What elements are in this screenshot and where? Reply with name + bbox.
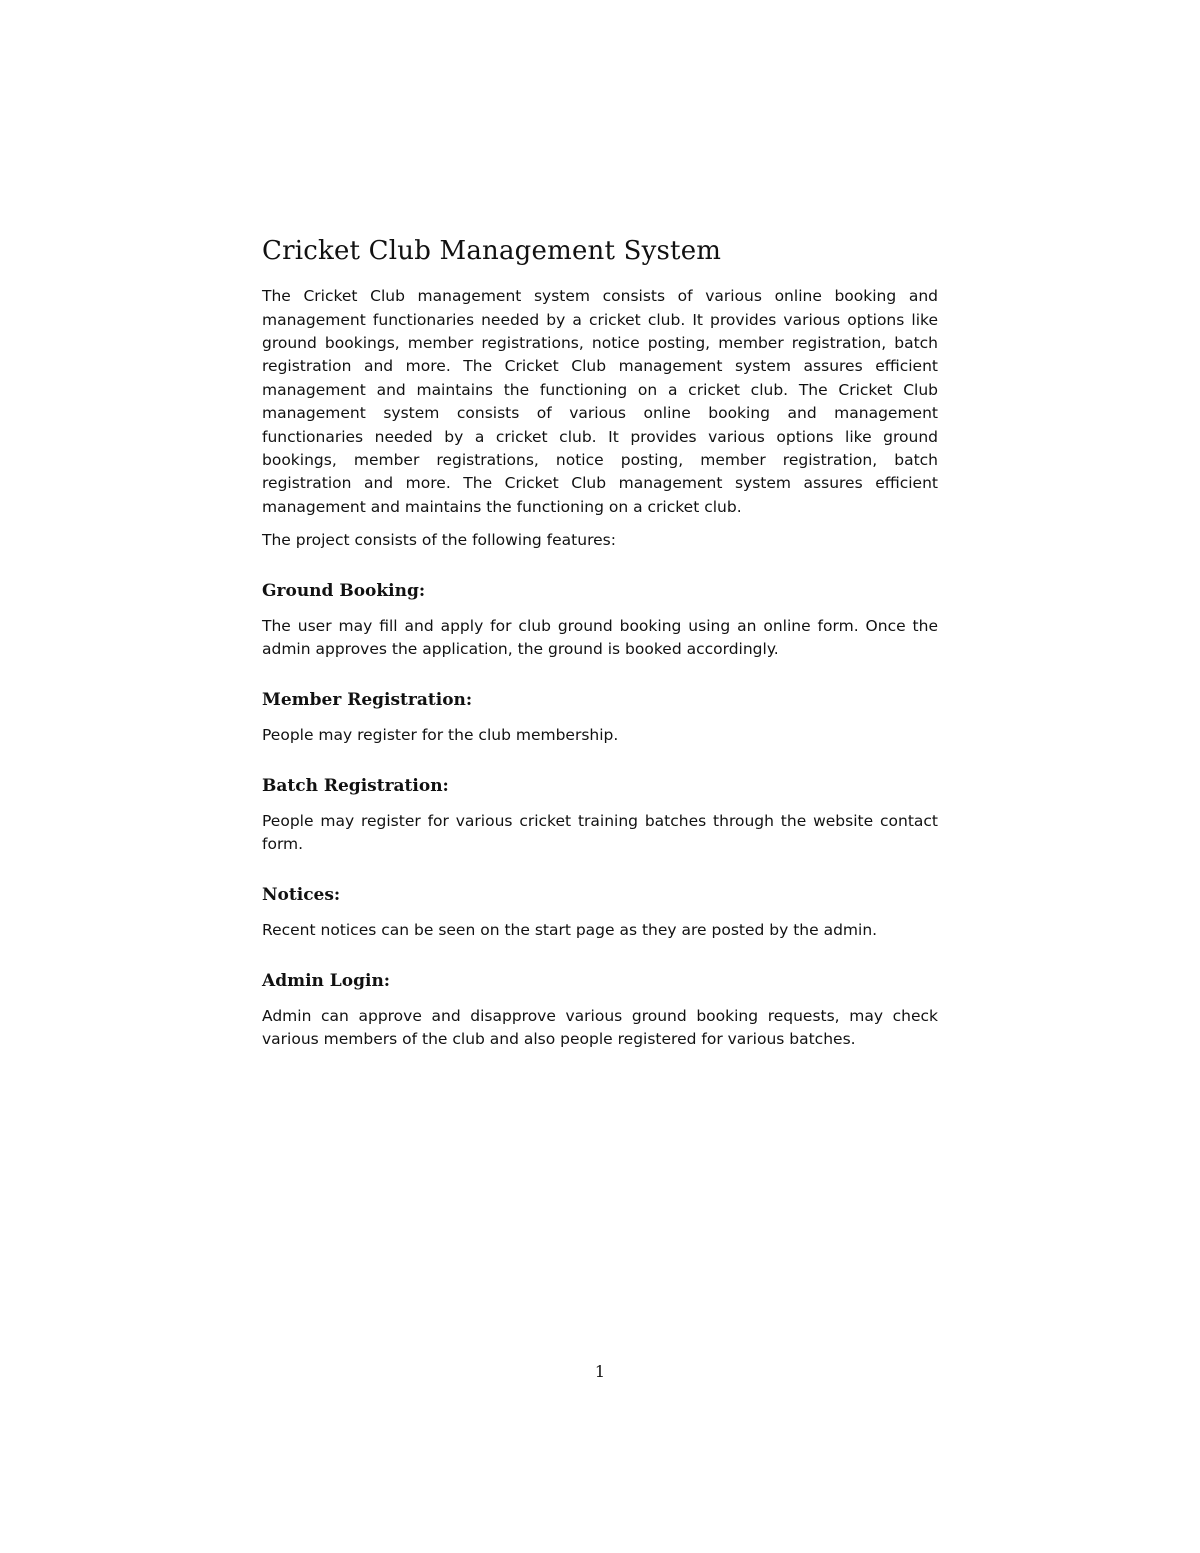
section-batch-registration [262, 776, 938, 857]
section-heading: Member Registration: [262, 689, 473, 710]
section-member-registration [262, 690, 938, 748]
section-body: Recent notices can be seen on the start page as they are posted by the admin. [262, 921, 878, 940]
document-title: Cricket Club Management System [262, 236, 722, 266]
section-body: The user may fill and apply for club ground booking using an online form. Once the admin approves the application, the ground is booked accordingly. [262, 617, 938, 659]
section-heading: Admin Login: [262, 970, 391, 991]
page-number: 1 [594, 1362, 606, 1381]
section-heading: Notices: [262, 884, 341, 905]
section-heading: Batch Registration: [262, 775, 449, 796]
document-page [262, 236, 938, 1062]
section-heading: Ground Booking: [262, 580, 426, 601]
section-body: Admin can approve and disapprove various ground booking requests, may check various members of the club and also people registered for various batches. [262, 1007, 938, 1049]
section-body: People may register for various cricket training batches through the website contact form. [262, 812, 938, 854]
section-notices [262, 885, 938, 943]
intro-paragraph: The Cricket Club management system consists of various online booking and management functionaries needed by a cricket club. It provides various options like ground bookings, member registrations, notice posting, member registration, batch registration and more. The Cricket Club management system assures efficient management and maintains the functioning on a cricket club. The Cricket Club management system consists of various online booking and management functionaries needed by a cricket club. It provides various options like ground bookings, member registrations, notice posting, member registration, batch registration and more. The Cricket Club management system assures efficient management and maintains the functioning on a cricket club. [262, 287, 938, 516]
section-admin-login [262, 971, 938, 1052]
section-ground-booking [262, 581, 938, 662]
section-body: People may register for the club membership. [262, 726, 619, 745]
features-intro: The project consists of the following features: [262, 531, 616, 550]
